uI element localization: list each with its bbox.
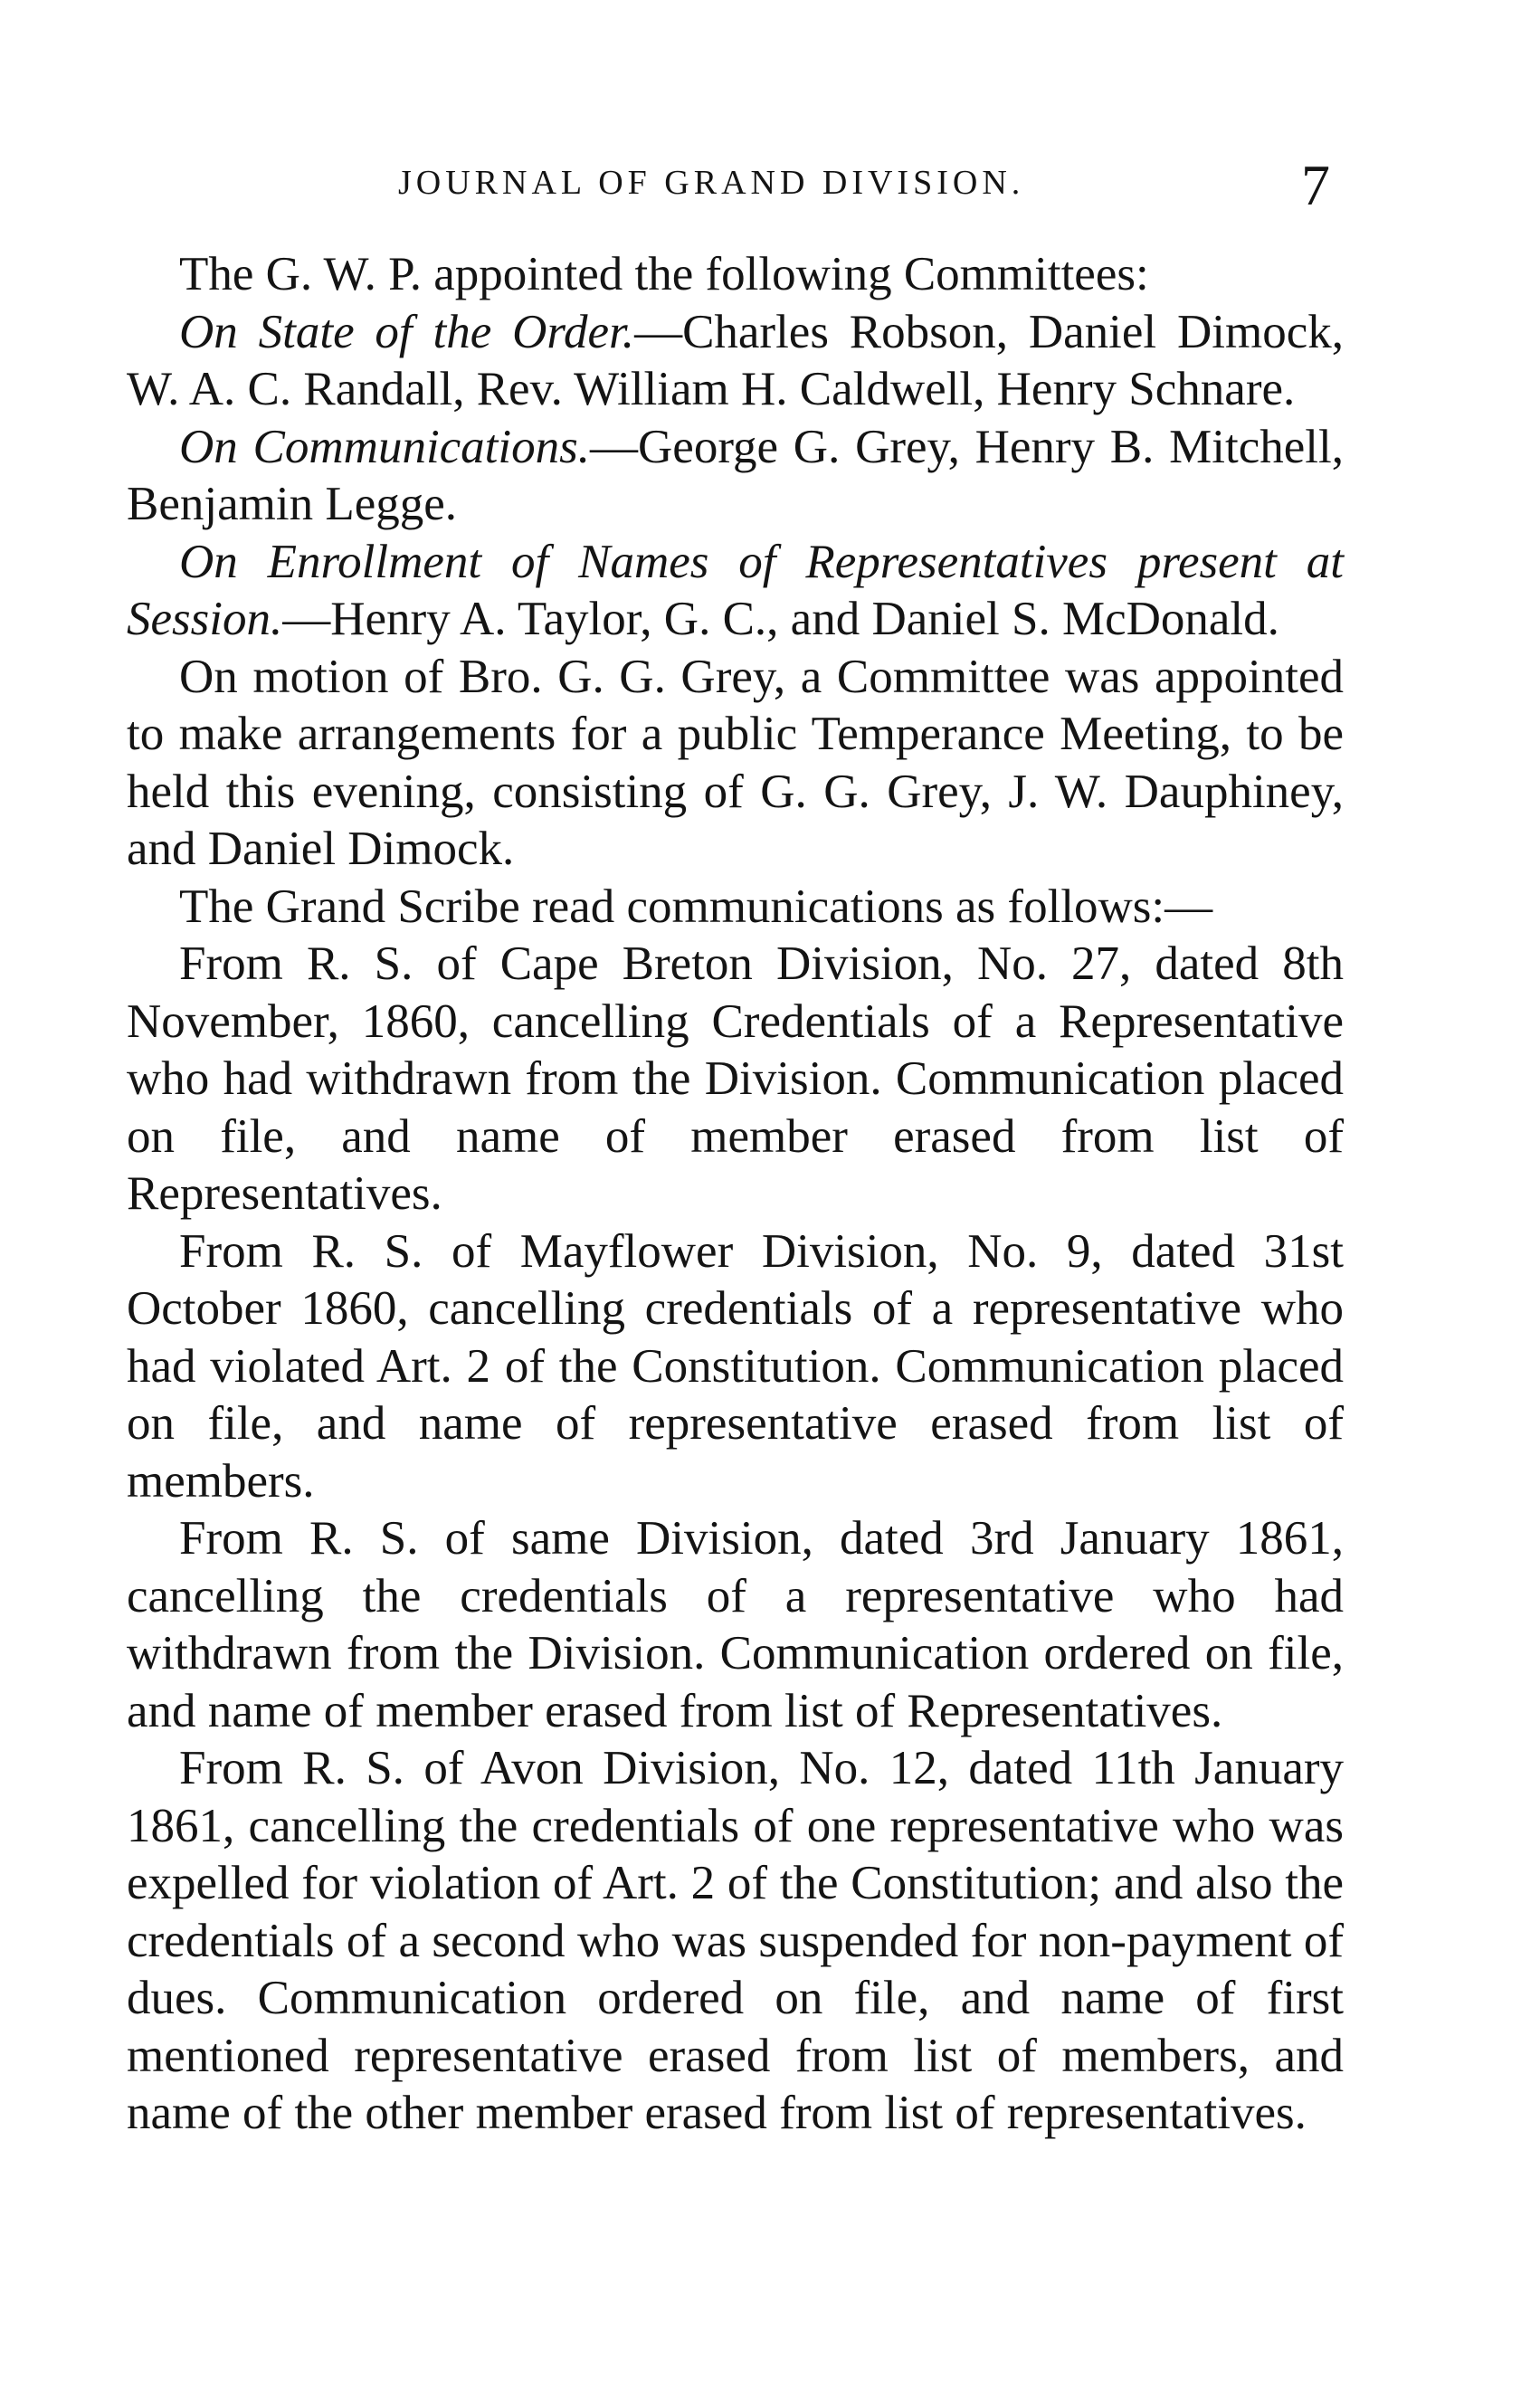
paragraph-temperance-meeting <box>127 649 1344 879</box>
running-head <box>127 153 1339 217</box>
paragraph-text: On motion of Bro. G. G. Grey, a Committee was appointed to make arrangements for a public Temperance Meeting, to be held this evening, consisting of G. G. Grey, J. W. Dauphiney, and Daniel Dimock. <box>127 650 1344 875</box>
committee-members: —Charles Robson, Daniel Dimock, W. A. C. Randall, Rev. William H. Caldwell, Henry Schnare. <box>127 305 1344 415</box>
committee-label: On Enrollment of Names of Representatives present at Session. <box>127 535 1344 645</box>
paragraph-mayflower-division <box>127 1223 1344 1511</box>
paragraph-cape-breton-division <box>127 936 1344 1223</box>
page-number: 7 <box>1301 153 1330 217</box>
paragraph-committees-intro <box>127 246 1344 304</box>
committee-members: —Henry A. Taylor, G. C., and Daniel S. McDonald. <box>282 593 1279 645</box>
paragraph-text: From R. S. of Avon Division, No. 12, dated 11th January 1861, cancelling the credentials of one representative who was expelled for violation of Art. 2 of the Constitution; and also the credentials of a second who was suspended for non-payment of dues. Communication ordered on file, and name of first mentioned representative erased from list of members, and name of the other member erased from list of representatives. <box>127 1742 1344 2139</box>
paragraph-text: The Grand Scribe read communications as follows:— <box>179 880 1213 933</box>
paragraph-text: The G. W. P. appointed the following Committees: <box>179 248 1149 300</box>
paragraph-committee-communications <box>127 419 1344 534</box>
paragraph-same-division <box>127 1510 1344 1740</box>
running-title: JOURNAL OF GRAND DIVISION. <box>398 164 1025 202</box>
paragraph-text: From R. S. of same Division, dated 3rd January 1861, cancelling the credentials of a representative who had withdrawn from the Division. Communication ordered on file, and name of member erased from list of Representatives. <box>127 1512 1344 1737</box>
paragraph-text: From R. S. of Cape Breton Division, No. 27, dated 8th November, 1860, cancelling Credentials of a Representative who had withdrawn from the Division. Communication placed on file, and name of member erased from list of Representatives. <box>127 937 1344 1220</box>
paragraph-committee-state-of-order <box>127 304 1344 419</box>
committee-members: —George G. Grey, Henry B. Mitchell, Benjamin Legge. <box>127 420 1344 530</box>
paragraph-avon-division <box>127 1740 1344 2143</box>
committee-label: On Communications. <box>179 420 591 473</box>
paragraph-committee-enrollment <box>127 534 1344 649</box>
body-text <box>127 246 1344 2143</box>
committee-label: On State of the Order. <box>179 305 635 358</box>
paragraph-communications-intro <box>127 879 1344 937</box>
paragraph-text: From R. S. of Mayflower Division, No. 9, dated 31st October 1860, cancelling credentials of a representative who had violated Art. 2 of the Constitution. Communication placed on file, and name of representative erased from list of members. <box>127 1224 1344 1508</box>
